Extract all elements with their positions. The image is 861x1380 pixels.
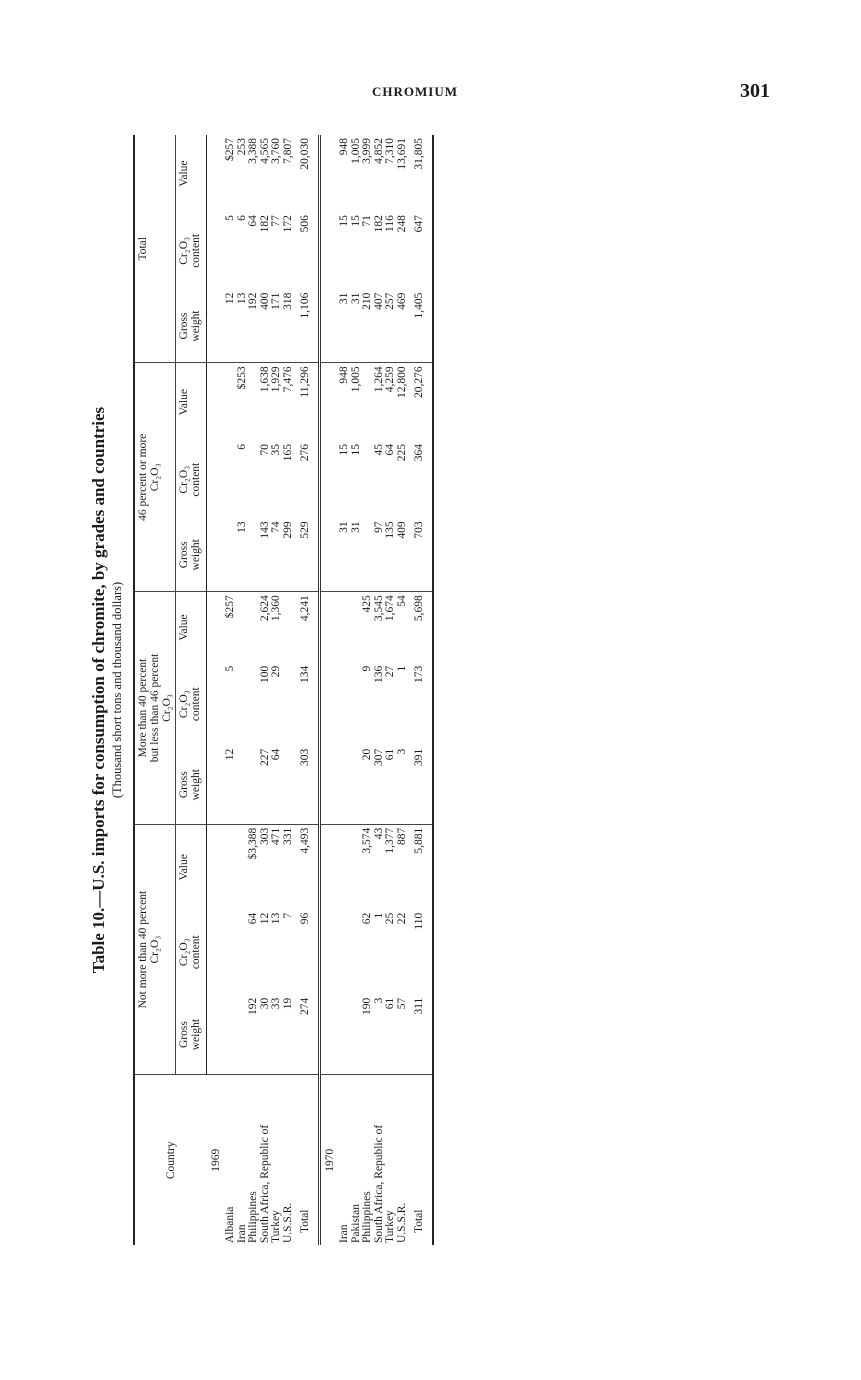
table-cell-v3: 12,800 (395, 366, 408, 399)
total-cell-v3: 11,296 (294, 363, 319, 441)
table-cell-g3: 135 (385, 518, 397, 591)
table-cell-g1: 33 (271, 995, 283, 1075)
table-cell-ct: 6 (235, 215, 248, 221)
table-cell-g1: 3 (374, 995, 386, 1075)
table-cell-v2: 2,624 (258, 595, 271, 622)
total-row (294, 135, 319, 1245)
table-row (362, 135, 374, 1245)
table-cell-gt: 400 (260, 290, 272, 363)
country-name: Philippines (361, 1191, 373, 1243)
table-cell-v2 (248, 592, 260, 663)
table-cell-g1: 57 (397, 995, 409, 1075)
table-cell-vt: 3,760 (270, 138, 282, 164)
table-body (207, 135, 433, 1245)
group-label-line: but less than 46 percent (149, 653, 161, 763)
table-cell-vt: 948 (338, 138, 350, 156)
table-cell-v3: $253 (235, 366, 248, 390)
table-cell-c1: 25 (384, 912, 396, 925)
country-column-header: Country (134, 1075, 207, 1245)
table-cell-v1 (339, 824, 351, 910)
group-label-line: Cr₂O₃ (161, 694, 173, 722)
table-cell-c3: 6 (235, 443, 248, 450)
table-cell-c3 (225, 441, 237, 518)
table-cell-c1: 62 (361, 912, 373, 925)
table-cell-c2: 1 (395, 665, 408, 672)
table-cell-gt: 31 (351, 290, 363, 363)
table-cell-v2 (283, 592, 295, 663)
table-cell-v2: 3,545 (372, 595, 385, 622)
group-header-40-to-46 (134, 592, 176, 825)
total-cell-c3: 364 (408, 441, 433, 518)
table-cell-v3: 1,929 (270, 366, 282, 393)
table-cell-vt: 7,310 (384, 138, 396, 164)
running-head: CHROMIUM (372, 84, 458, 99)
rotated-table-block (85, 135, 480, 1245)
chromite-imports-table (133, 135, 434, 1245)
group-header-46-or-more (134, 363, 176, 592)
table-cell-v2 (339, 592, 351, 663)
table-cell-gt: 407 (374, 290, 386, 363)
table-cell-ct: 116 (384, 215, 396, 232)
country-name: South Africa, Republic of (372, 1124, 385, 1243)
table-cell-v3: 4,259 (384, 366, 396, 393)
subcol-value: Value (176, 363, 207, 441)
table-cell-g3: 143 (260, 518, 272, 591)
table-cell-v3 (225, 363, 237, 441)
table-cell-g3: 74 (271, 518, 283, 591)
table-cell-ct: 248 (395, 215, 408, 233)
table-cell-g2 (248, 746, 260, 825)
table-row (397, 135, 409, 1245)
table-cell-g3 (225, 518, 237, 591)
group-label-line: Cr₂O₃ (149, 935, 161, 964)
year-row (319, 135, 339, 1245)
year-label: 1970 (323, 1148, 336, 1172)
subcol-gross-weight: Gross weight (176, 290, 207, 363)
table-row (385, 135, 397, 1245)
table-cell-v1: 887 (395, 827, 408, 845)
total-cell-g1: 311 (408, 995, 433, 1075)
table-cell-g3 (362, 518, 374, 591)
table-cell-v2: 1,360 (270, 595, 282, 622)
table-cell-v2: 425 (361, 595, 373, 613)
table-cell-g2: 3 (397, 746, 409, 825)
table-cell-g1 (339, 995, 351, 1075)
table-cell-ct: 15 (338, 215, 350, 227)
total-cell-c1: 110 (408, 910, 433, 995)
country-name: Turkey (384, 1210, 396, 1243)
table-row (283, 135, 295, 1245)
total-cell-c2: 173 (408, 663, 433, 746)
country-name: Iran (338, 1224, 350, 1243)
table-cell-c1: 64 (247, 912, 259, 925)
table-cell-c2: 29 (270, 665, 282, 678)
table-cell-gt: 318 (283, 290, 295, 363)
table-cell-g2 (283, 746, 295, 825)
table-row (248, 135, 260, 1245)
page-number: 301 (740, 80, 770, 102)
total-cell-v2: 5,698 (408, 592, 433, 663)
table-cell-g2: 20 (362, 746, 374, 825)
table-cell-v1: 1,377 (384, 827, 396, 854)
table-cell-vt: 4,852 (372, 138, 385, 164)
subcol-gross-weight: Gross weight (176, 995, 207, 1075)
table-cell-g3: 13 (237, 518, 249, 591)
table-cell-c1: 7 (281, 912, 294, 919)
table-cell-c1: 22 (395, 912, 408, 925)
table-cell-c3: 64 (384, 443, 396, 456)
subcol-cr2o3-content: Cr₂O₃ content (176, 441, 207, 518)
total-label: Total (408, 1075, 433, 1245)
table-cell-c2 (283, 663, 295, 746)
table-cell-v3: 948 (338, 366, 350, 384)
country-name: Philippines (247, 1191, 259, 1243)
table-cell-g2 (237, 746, 249, 825)
table-cell-v3 (248, 363, 260, 441)
subcol-gross-weight: Gross weight (176, 518, 207, 591)
table-cell-v2: 1,674 (384, 595, 396, 622)
table-cell-ct: 172 (281, 215, 294, 233)
table-cell-ct: 182 (258, 215, 271, 233)
table-cell-c1 (225, 910, 237, 995)
table-cell-c2: 5 (224, 665, 236, 672)
total-cell-vt: 20,030 (294, 135, 319, 212)
table-cell-g2: 61 (385, 746, 397, 825)
subcol-value: Value (176, 592, 207, 663)
table-cell-gt: 257 (385, 290, 397, 363)
table-row (225, 135, 237, 1245)
table-cell-ct: 5 (224, 215, 236, 221)
subcol-value: Value (176, 824, 207, 910)
table-cell-v3: 7,476 (281, 366, 294, 393)
table-cell-v1: 303 (258, 827, 271, 845)
total-cell-gt: 1,106 (294, 290, 319, 363)
table-cell-ct: 15 (349, 215, 362, 227)
table-cell-c2: 9 (361, 665, 373, 672)
total-cell-v1: 4,493 (294, 824, 319, 910)
table-cell-gt: 31 (339, 290, 351, 363)
table-cell-vt: 1,005 (349, 138, 362, 164)
table-cell-vt: 13,691 (395, 138, 408, 170)
table-cell-gt: 192 (248, 290, 260, 363)
table-cell-g2: 227 (260, 746, 272, 825)
total-cell-g3: 703 (408, 518, 433, 591)
table-cell-c3: 165 (281, 443, 294, 462)
table-cell-vt: 7,807 (281, 138, 294, 164)
table-cell-c3: 35 (270, 443, 282, 456)
table-cell-c2: 27 (384, 665, 396, 678)
table-cell-v2: 54 (395, 595, 408, 607)
table-cell-vt: 3,388 (247, 138, 259, 164)
table-cell-gt: 12 (225, 290, 237, 363)
table-cell-g2 (339, 746, 351, 825)
table-cell-c3: 15 (349, 443, 362, 456)
table-cell-v2: $257 (224, 595, 236, 619)
total-cell-v3: 20,276 (408, 363, 433, 441)
table-cell-ct: 64 (247, 215, 259, 227)
table-cell-v1 (225, 824, 237, 910)
total-cell-ct: 647 (408, 212, 433, 289)
table-cell-v1: 471 (270, 827, 282, 845)
header-row-groups (134, 135, 176, 1245)
table-cell-ct: 71 (361, 215, 373, 227)
table-cell-c3: 70 (258, 443, 271, 456)
total-cell-c3: 276 (294, 441, 319, 518)
table-cell-g2: 12 (225, 746, 237, 825)
group-header-total (134, 135, 176, 363)
group-label-line: More than 40 percent (137, 658, 149, 758)
country-name: Albania (224, 1206, 236, 1243)
table-cell-g3: 97 (374, 518, 386, 591)
table-cell-c3 (248, 441, 260, 518)
table-cell-v3: 1,264 (372, 366, 385, 393)
table-cell-c2: 136 (372, 665, 385, 683)
table-cell-g2: 64 (271, 746, 283, 825)
subcol-cr2o3-content: Cr₂O₃ content (176, 663, 207, 746)
table-cell-vt: $257 (224, 138, 236, 161)
table-cell-g1 (225, 995, 237, 1075)
table-cell-v1: 3,574 (361, 827, 373, 854)
table-cell-g2: 307 (374, 746, 386, 825)
table-row (271, 135, 283, 1245)
group-label-line: Cr₂O₃ (149, 463, 161, 492)
subcol-value: Value (176, 135, 207, 212)
country-name: U.S.S.R. (281, 1202, 294, 1243)
table-cell-ct: 77 (270, 215, 282, 227)
group-label-line: 46 percent or more (137, 433, 149, 521)
table-cell-c1 (339, 910, 351, 995)
table-cell-v1: 331 (281, 827, 294, 845)
table-title: Table 10.—U.S. imports for consumption of chromite, by grades and countries (89, 406, 108, 974)
table-cell-g1: 30 (260, 995, 272, 1075)
table-subtitle: (Thousand short tons and thousand dollars) (110, 581, 124, 799)
table-row (339, 135, 351, 1245)
table-cell-v3: 1,005 (349, 366, 362, 393)
year-row (207, 135, 226, 1245)
subcol-gross-weight: Gross weight (176, 746, 207, 825)
subcol-cr2o3-content: Cr₂O₃ content (176, 212, 207, 289)
country-name: Pakistan (349, 1204, 362, 1243)
table-cell-c2 (248, 663, 260, 746)
table-cell-c1: 13 (270, 912, 282, 925)
table-cell-c2 (339, 663, 351, 746)
table-cell-c1: 1 (372, 912, 385, 919)
country-name: Turkey (270, 1210, 282, 1243)
table-cell-gt: 13 (237, 290, 249, 363)
total-cell-g2: 391 (408, 746, 433, 825)
table-cell-gt: 171 (271, 290, 283, 363)
total-cell-g3: 529 (294, 518, 319, 591)
year-label: 1969 (209, 1148, 222, 1172)
table-cell-v2 (237, 592, 249, 663)
table-cell-c3 (362, 441, 374, 518)
total-cell-g1: 274 (294, 995, 319, 1075)
table-cell-g3: 299 (283, 518, 295, 591)
table-cell-vt: 253 (235, 138, 248, 156)
table-cell-ct: 182 (372, 215, 385, 233)
country-name: Iran (235, 1224, 248, 1243)
total-cell-v2: 4,241 (294, 592, 319, 663)
total-cell-c2: 134 (294, 663, 319, 746)
total-row (408, 135, 433, 1245)
total-cell-vt: 31,805 (408, 135, 433, 212)
table-cell-c3: 225 (395, 443, 408, 462)
table-cell-v3: 1,638 (258, 366, 271, 393)
table-cell-gt: 210 (362, 290, 374, 363)
total-cell-gt: 1,405 (408, 290, 433, 363)
total-label: Total (294, 1075, 319, 1245)
table-cell-g3 (248, 518, 260, 591)
country-name: U.S.S.R. (395, 1202, 408, 1243)
table-cell-v3 (362, 363, 374, 441)
group-label-line: Not more than 40 percent (137, 890, 149, 1009)
country-name: South Africa, Republic of (258, 1124, 271, 1243)
group-label-line: Total (137, 236, 149, 261)
table-cell-c1: 12 (258, 912, 271, 925)
table-cell-g3: 31 (339, 518, 351, 591)
subcol-cr2o3-content: Cr₂O₃ content (176, 910, 207, 995)
table-cell-vt: 4,565 (258, 138, 271, 164)
table-cell-g3: 409 (397, 518, 409, 591)
table-cell-c2 (351, 663, 363, 746)
total-cell-g2: 303 (294, 746, 319, 825)
table-cell-vt: 3,999 (361, 138, 373, 164)
table-cell-g1: 190 (362, 995, 374, 1075)
table-cell-g1: 19 (283, 995, 295, 1075)
total-cell-v1: 5,881 (408, 824, 433, 910)
table-cell-c2: 100 (258, 665, 271, 683)
table-cell-gt: 469 (397, 290, 409, 363)
table-cell-v1: $3,388 (247, 827, 259, 860)
table-cell-v1: 43 (372, 827, 385, 840)
total-cell-ct: 506 (294, 212, 319, 289)
table-cell-g3: 31 (351, 518, 363, 591)
table-cell-c3: 45 (372, 443, 385, 456)
table-cell-g1: 192 (248, 995, 260, 1075)
table-cell-g1: 61 (385, 995, 397, 1075)
table-cell-c2 (237, 663, 249, 746)
group-header-not-more-than-40 (134, 824, 176, 1075)
total-cell-c1: 96 (294, 910, 319, 995)
table-cell-c3: 15 (338, 443, 350, 456)
